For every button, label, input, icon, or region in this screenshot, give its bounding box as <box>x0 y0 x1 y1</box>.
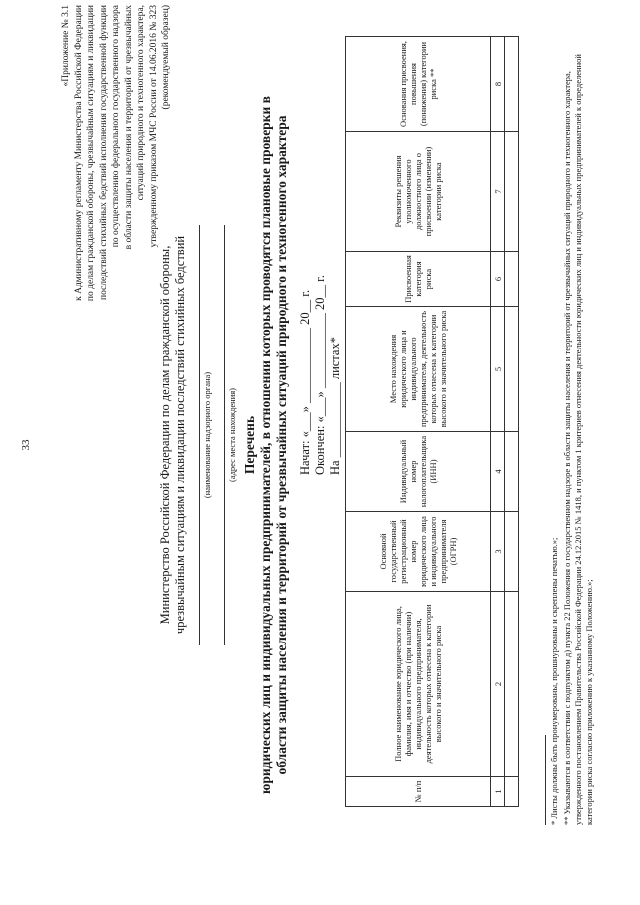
footnote-rule <box>545 735 546 825</box>
appendix-line: утвержденному приказом МЧС России от 14.06.2016 № 323 <box>148 5 159 248</box>
appendix-line: «Приложение № 3.1 <box>61 5 71 87</box>
table-number-cell: 6 <box>491 252 505 307</box>
table-header-cell: Основания присвоения, повышения (понижения) категории риска ** <box>346 37 491 132</box>
table-header-cell: Место нахождения юридического лица и индивидуального предпринимателя, деятельность которых отнесена к категории высокого и значительного риска <box>346 307 491 432</box>
table-number-cell: 1 <box>491 777 505 807</box>
table-header-cell: Основной государственный регистрационный номер юридического лица и индивидуального предпринимателя (ОГРН) <box>346 512 491 592</box>
heading-line-1: юридических лиц и индивидуальных предпринимателей, в отношении которых проводятся плановые проверки в <box>258 96 273 794</box>
footnote-2: ** Указываются в соответствии с подпунктом д) пункта 22 Положения о государственном надзоре в области защиты населения и территорий от чрезвычайных ситуаций природного и техногенного характера, утвержденного постановлением Правительства Российской Федерации 24.12.2015 № 1418, и пунктом 1 критериев отнесения деятельности юридических лиц и индивидуальных предпринимателей к определенной категории риска согласно приложению к указанному Положению.»; <box>562 54 594 825</box>
table-number-cell: 4 <box>491 432 505 512</box>
appendix-line: к Административному регламенту Министерства Российской Федерации <box>73 5 84 301</box>
table-cell <box>505 252 519 307</box>
caption-authority: (наименование надзорного органа) <box>202 371 212 499</box>
table-header-cell: Реквизиты решения уполномоченного должностного лица о присвоении (изменении) категории риска <box>346 132 491 252</box>
table-cell <box>505 592 519 777</box>
table-cell <box>505 512 519 592</box>
table-cell <box>505 37 519 132</box>
inspection-table <box>345 36 519 807</box>
table-number-cell: 7 <box>491 132 505 252</box>
table-number-cell: 5 <box>491 307 505 432</box>
page-number: 33 <box>20 439 32 451</box>
heading-title: Перечень <box>242 415 257 475</box>
dates-block <box>298 255 343 475</box>
appendix-line: (рекомендуемый образец) <box>161 5 171 110</box>
table-header-cell: Присвоенная категория риска <box>346 252 491 307</box>
table-cell <box>505 432 519 512</box>
footnote-1: * Листы должны быть пронумерованы, прошнурованы и скреплены печатью.»; <box>549 537 559 825</box>
table-header-cell: № п/п <box>346 777 491 807</box>
table-cell <box>505 307 519 432</box>
table-header-cell: Индивидуальный номер налогоплательщика (ИНН) <box>346 432 491 512</box>
table-empty-row <box>505 37 519 807</box>
date-started: Начат: «___» ____________ 20__ г. <box>298 289 312 475</box>
table-cell <box>505 777 519 807</box>
appendix-line: по осуществлению федерального государственного надзора <box>111 5 121 248</box>
ministry-line-1: Министерство Российской Федерации по делам гражданской обороны, <box>158 245 172 625</box>
table-cell <box>505 132 519 252</box>
appendix-line: по делам гражданской обороны, чрезвычайным ситуациям и ликвидации <box>86 5 96 302</box>
appendix-note <box>60 5 173 345</box>
table-number-row <box>491 37 505 807</box>
ministry-block <box>158 185 240 685</box>
ministry-line-2: чрезвычайным ситуациям и ликвидации последствий стихийных бедствий <box>173 235 187 635</box>
table-header-row <box>346 37 491 807</box>
footnotes <box>545 25 597 825</box>
table-header-cell: Полное наименование юридического лица, фамилия, имя и отчество (при наличии) индивидуального предпринимателя, деятельность которых отнесена к категории высокого и значительного риска <box>346 592 491 777</box>
document-heading <box>242 65 290 825</box>
date-ended: Окончен: «___» ____________ 20__ г. <box>313 275 327 475</box>
appendix-line: в области защиты населения и территорий от чрезвычайных <box>123 5 134 250</box>
table-number-cell: 3 <box>491 512 505 592</box>
heading-line-2: области защиты населения и территорий от чрезвычайных ситуаций природного и техногенного характера <box>274 115 289 775</box>
appendix-line: ситуаций природного и техногенного характера, <box>136 5 146 201</box>
table-number-cell: 8 <box>491 37 505 132</box>
appendix-line: последствий стихийных бедствий исполнения государственной функции <box>98 5 109 301</box>
caption-location: (адрес места нахождения) <box>227 388 237 483</box>
sheets-count: На ____________ листах* <box>328 337 342 475</box>
table-number-cell: 2 <box>491 592 505 777</box>
